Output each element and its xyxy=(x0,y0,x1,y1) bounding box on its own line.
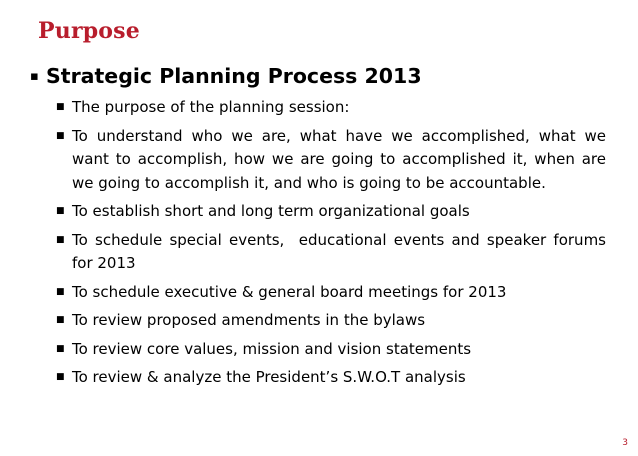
list-item xyxy=(56,229,611,276)
list-item xyxy=(56,309,606,333)
list-item-text: To schedule executive & general board meetings for 2013 xyxy=(72,282,507,301)
bullet-list xyxy=(56,96,611,395)
list-item xyxy=(56,338,606,362)
list-item-text: To review & analyze the President’s S.W.O.T analysis xyxy=(72,368,466,386)
list-item-text: To schedule special events, educational events and speaker forums for 2013 xyxy=(72,230,611,272)
slide-title: Purpose xyxy=(38,18,140,44)
list-item xyxy=(56,96,606,120)
square-bullet-icon: ■ xyxy=(56,102,65,112)
square-bullet-icon: ■ xyxy=(56,343,65,354)
list-item-text: To review proposed amendments in the bylaws xyxy=(72,311,426,329)
list-item xyxy=(56,125,606,196)
square-bullet-icon: ■ xyxy=(56,372,65,382)
list-item-text: To review core values, mission and vision statements xyxy=(72,339,472,358)
square-bullet-icon: ■ xyxy=(56,130,65,141)
main-heading: Strategic Planning Process 2013 xyxy=(46,64,422,88)
square-bullet-icon: ■ xyxy=(56,286,65,297)
list-item-text: To understand who we are, what have we accomplished, what we want to accomplish, how we are going to accomplished it, when are we going to accomplish it, and who is going to be accountable. xyxy=(72,126,606,192)
list-item xyxy=(56,281,606,305)
list-item-text: The purpose of the planning session: xyxy=(72,98,350,116)
list-item-text: To establish short and long term organizational goals xyxy=(72,202,470,220)
page-number: 3 xyxy=(622,438,628,448)
list-item xyxy=(56,200,606,224)
square-bullet-icon: ▪ xyxy=(30,69,39,84)
main-heading-row xyxy=(30,62,422,92)
square-bullet-icon: ■ xyxy=(56,206,65,216)
list-item xyxy=(56,366,606,390)
square-bullet-icon: ■ xyxy=(56,315,65,325)
square-bullet-icon: ■ xyxy=(56,234,65,245)
